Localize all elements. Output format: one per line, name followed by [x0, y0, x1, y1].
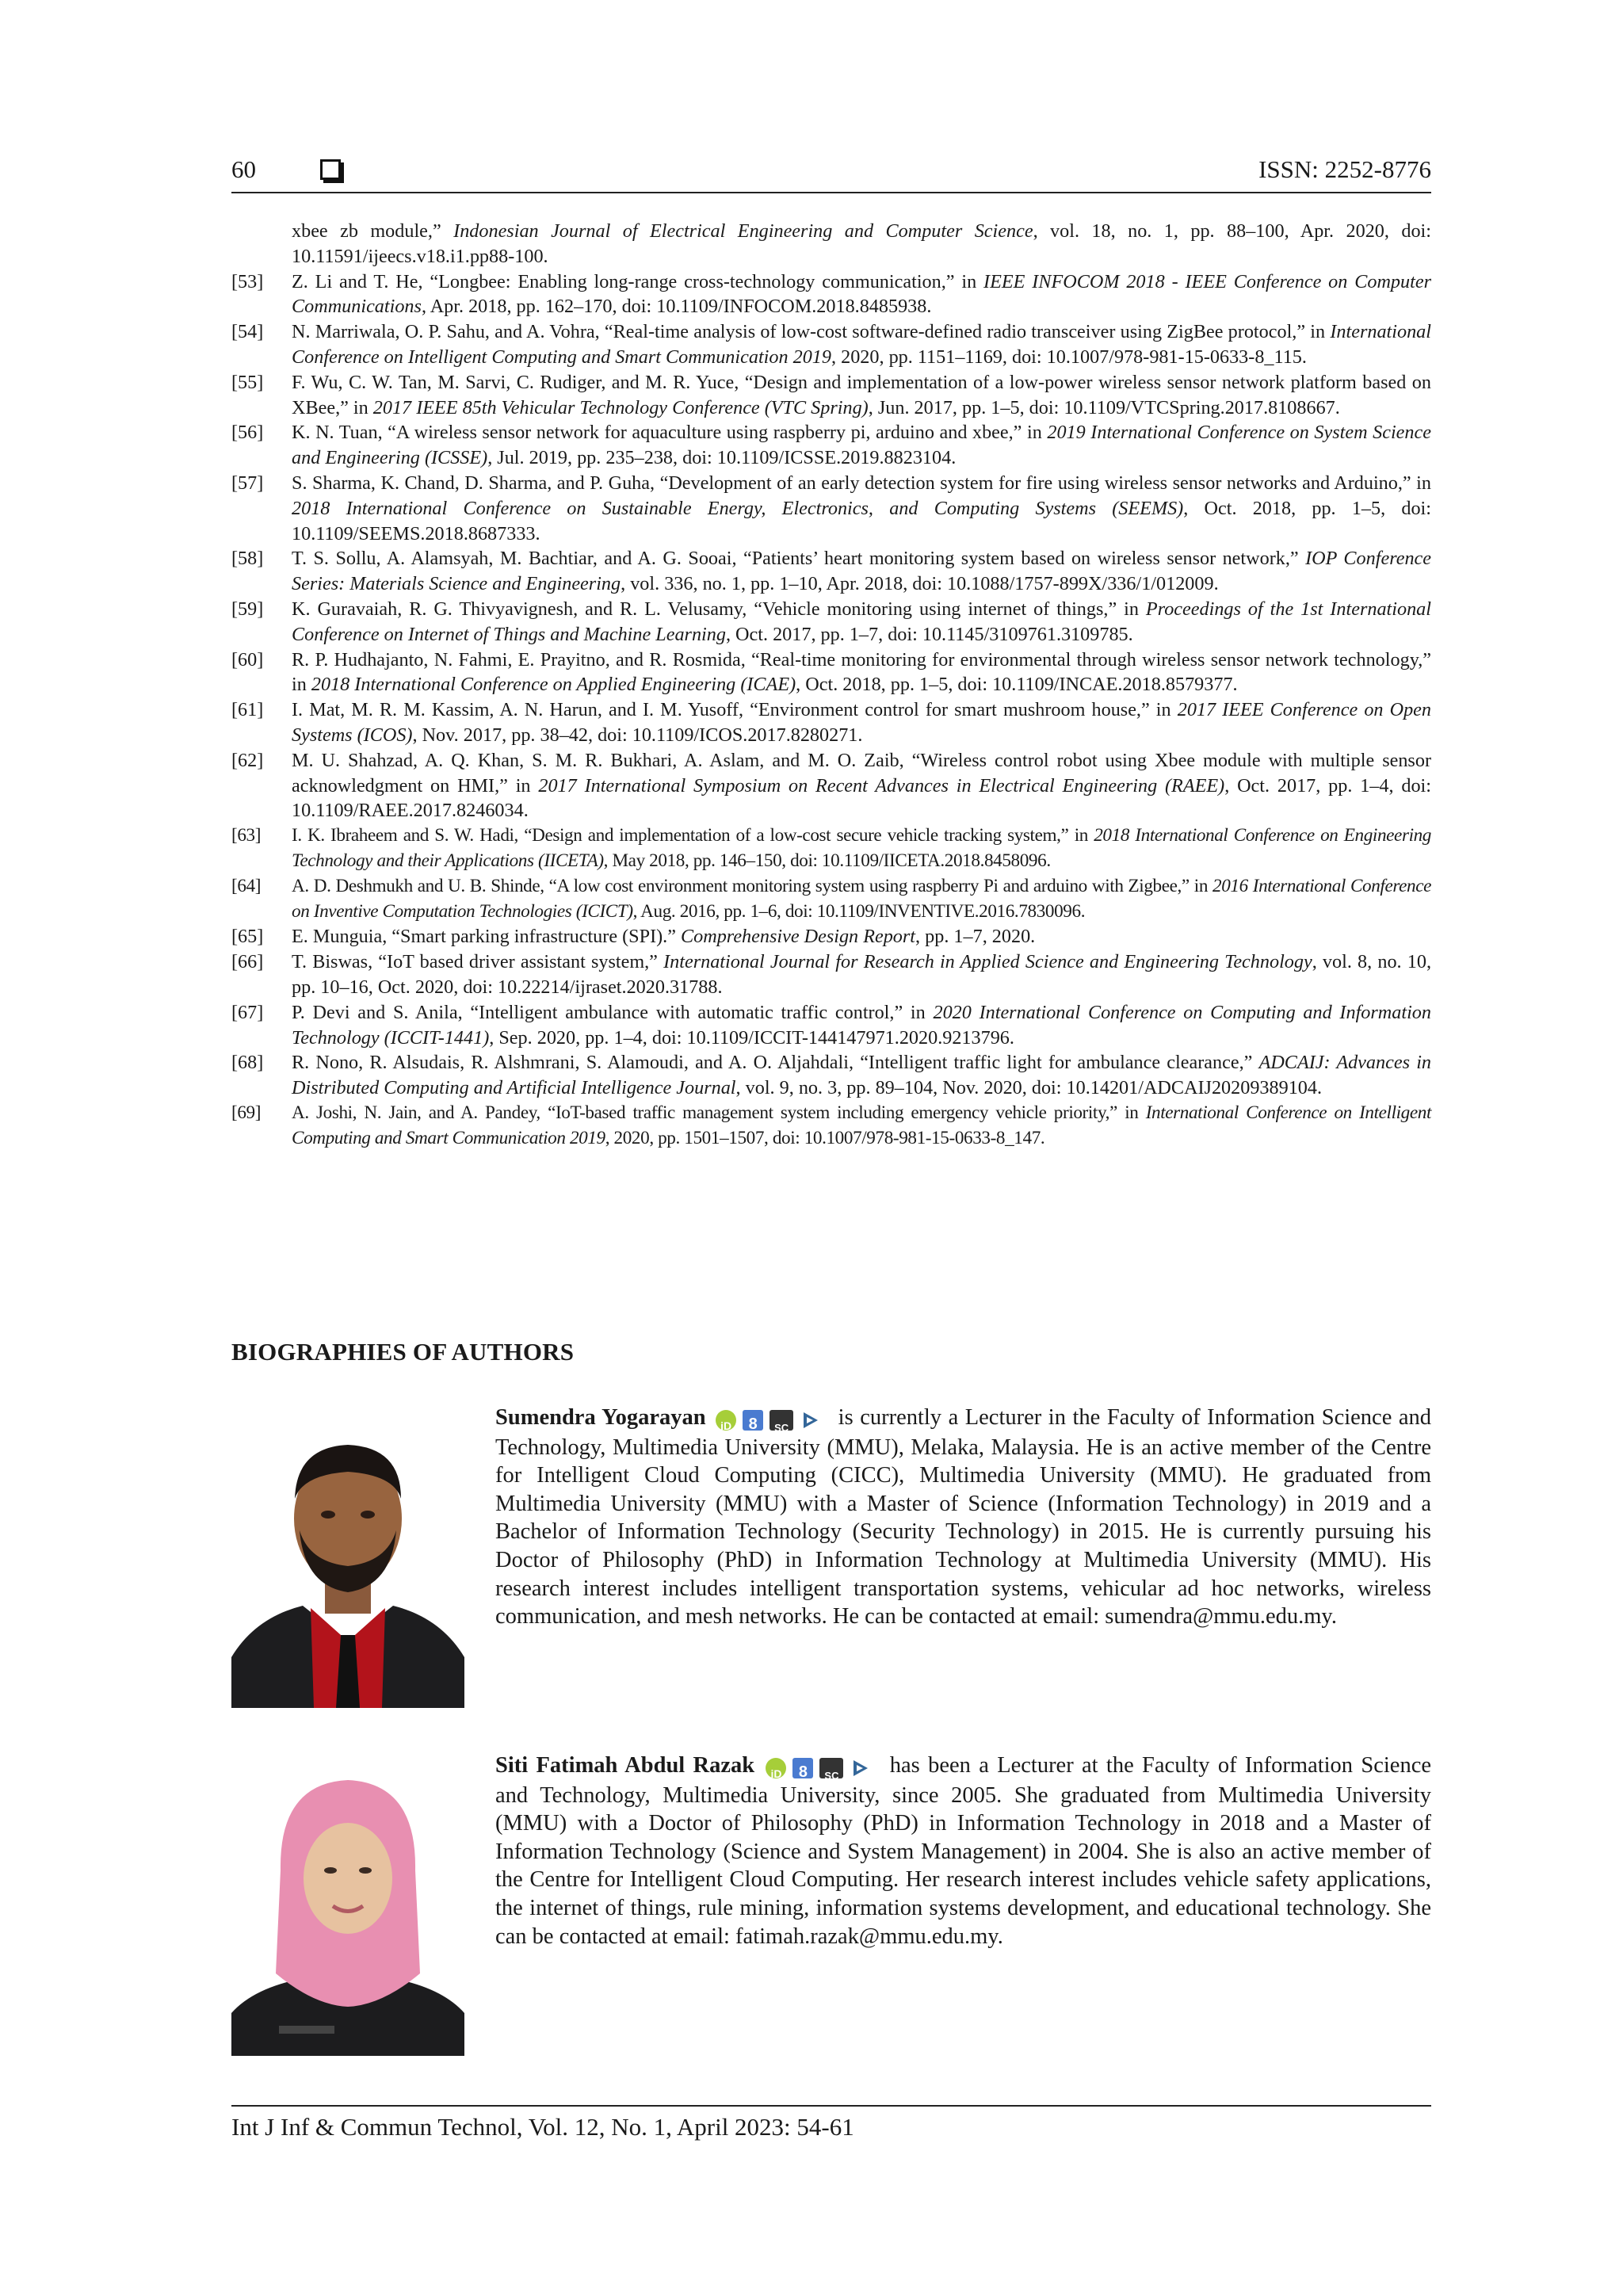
reference-item: [231, 748, 1431, 823]
page-number: 60: [231, 155, 256, 183]
reference-number: [55]: [231, 371, 264, 393]
reference-text: M. U. Shahzad, A. Q. Khan, S. M. R. Bukhari, A. Aslam, and M. O. Zaib, “Wireless control robot using Xbee module with multiple sensor acknowledgment on HMI,” in 2017 International Symposium on Recent Advances in Electrical Engineering (RAEE), Oct. 2017, pp. 1–4, doi: 10.1109/RAEE.2017.8246034.: [292, 749, 1431, 822]
reference-number: [65]: [231, 926, 264, 948]
reference-number: [60]: [231, 648, 264, 670]
reference-item: [231, 648, 1431, 698]
reference-number: [58]: [231, 548, 264, 570]
reference-list: [231, 219, 1431, 1151]
reference-number: [56]: [231, 422, 264, 444]
reference-text: I. K. Ibraheem and S. W. Hadi, “Design and implementation of a low-cost secure vehicle tracking system,” in 2018 International Conference on Engineering Technology and their Applications (IICETA), May 2018, pp. 146–150, doi: 10.1109/IICETA.2018.8458096.: [292, 825, 1431, 871]
profile-badges: [766, 1753, 876, 1782]
page-header: [231, 155, 1431, 190]
reference-item: [231, 874, 1431, 925]
google-scholar-icon[interactable]: [792, 1758, 813, 1778]
author-name: Siti Fatimah Abdul Razak: [495, 1753, 755, 1778]
orcid-icon[interactable]: [766, 1758, 786, 1778]
reference-text: T. S. Sollu, A. Alamsyah, M. Bachtiar, and A. G. Sooai, “Patients’ heart monitoring system based on wireless sensor network,” IOP Conference Series: Materials Science and Engineering, vol. 336, no. 1, pp. 1–10, Apr. 2018, doi: 10.1088/1757-899X/336/1/012009.: [292, 548, 1432, 595]
footer-rule: [231, 2105, 1431, 2107]
reference-item: [231, 546, 1431, 597]
reference-item: [231, 697, 1431, 748]
reference-text: Z. Li and T. He, “Longbee: Enabling long-range cross-technology communication,” in IEEE INFOCOM 2018 - IEEE Conference on Computer Communications, Apr. 2018, pp. 162–170, doi: 10.1109/INFOCOM.2018.8485938.: [292, 270, 1431, 318]
reference-number: [57]: [231, 472, 264, 494]
profile-badges: [716, 1405, 827, 1434]
scopus-icon[interactable]: [769, 1410, 793, 1431]
header-rule: [231, 192, 1431, 193]
reference-number: [61]: [231, 699, 264, 721]
google-scholar-icon[interactable]: [743, 1410, 763, 1431]
reference-item: [231, 219, 1431, 269]
reference-text: K. N. Tuan, “A wireless sensor network for aquaculture using raspberry pi, arduino and xbee,” in 2019 International Conference on System Science and Engineering (ICSSE), Jul. 2019, pp. 235–238, doi: 10.1109/ICSSE.2019.8823104.: [292, 422, 1431, 469]
author-name: Sumendra Yogarayan: [495, 1405, 706, 1430]
reference-text: R. P. Hudhajanto, N. Fahmi, E. Prayitno, and R. Rosmida, “Real-time monitoring for environmental through wireless sensor network technology,” in 2018 International Conference on Applied Engineering (ICAE), Oct. 2018, pp. 1–5, doi: 10.1109/INCAE.2018.8579377.: [292, 648, 1431, 696]
reference-number: [67]: [231, 1001, 264, 1023]
publons-icon[interactable]: [850, 1758, 870, 1778]
reference-number: [53]: [231, 270, 264, 292]
reference-text: R. Nono, R. Alsudais, R. Alshmrani, S. Alamoudi, and A. O. Aljahdali, “Intelligent traffic light for ambulance clearance,” ADCAIJ: Advances in Distributed Computing and Artificial Intelligence Journal, vol. 9, no. 3, pp. 89–104, Nov. 2020, doi: 10.14201/ADCAIJ20209389104.: [292, 1052, 1432, 1099]
reference-text: E. Munguia, “Smart parking infrastructure (SPI).” Comprehensive Design Report, pp. 1–7, 2020.: [292, 926, 1036, 948]
reference-text: S. Sharma, K. Chand, D. Sharma, and P. Guha, “Development of an early detection system for fire using wireless sensor networks and Arduino,” in 2018 International Conference on Sustainable Energy, Electronics, and Computing Systems (SEEMS), Oct. 2018, pp. 1–5, doi: 10.1109/SEEMS.2018.8687333.: [292, 472, 1431, 544]
reference-item: [231, 420, 1431, 471]
reference-item: [231, 924, 1431, 949]
author-description: has been a Lecturer at the Faculty of Information Science and Technology, Multimedia University, since 2005. She graduated from Multimedia University (MMU) with a Doctor of Philosophy (PhD) in Information Technology in 2018 and a Master of Information Technology (Science and System Management) in 2004. She is also an active member of the Centre for Intelligent Cloud Computing. Her research interest includes vehicle safety applications, the internet of things, rule mining, information systems development, and educational technology. She can be contacted at email: fatimah.razak@mmu.edu.my.: [495, 1753, 1431, 1949]
reference-text: I. Mat, M. R. M. Kassim, A. N. Harun, and I. M. Yusoff, “Environment control for smart mushroom house,” in 2017 IEEE Conference on Open Systems (ICOS), Nov. 2017, pp. 38–42, doi: 10.1109/ICOS.2017.8280271.: [292, 699, 1431, 746]
reference-number: [68]: [231, 1052, 264, 1074]
reference-text: A. Joshi, N. Jain, and A. Pandey, “IoT-based traffic management system including emergency vehicle priority,” in International Conference on Intelligent Computing and Smart Communication 2019, 2020, pp. 1501–1507, doi: 10.1007/978-981-15-0633-8_147.: [292, 1102, 1431, 1148]
square-bullet-icon: [320, 159, 341, 180]
reference-item: [231, 823, 1431, 874]
author-photo: [231, 1404, 464, 1708]
reference-item: [231, 597, 1431, 648]
reference-text: T. Biswas, “IoT based driver assistant system,” International Journal for Research in Applied Science and Engineering Technology, vol. 8, no. 10, pp. 10–16, Oct. 2020, doi: 10.22214/ijraset.2020.31788.: [292, 951, 1431, 998]
footer-citation: Int J Inf & Commun Technol, Vol. 12, No. 1, April 2023: 54-61: [231, 2113, 854, 2141]
reference-text: K. Guravaiah, R. G. Thivyavignesh, and R. L. Velusamy, “Vehicle monitoring using internet of things,” in Proceedings of the 1st International Conference on Internet of Things and Machine Learning, Oct. 2017, pp. 1–7, doi: 10.1145/3109761.3109785.: [292, 598, 1431, 645]
reference-item: [231, 269, 1431, 320]
author-photo: [231, 1752, 464, 2056]
reference-number: [69]: [231, 1102, 262, 1123]
reference-item: [231, 471, 1431, 546]
reference-item: [231, 1000, 1431, 1051]
reference-number: [59]: [231, 598, 264, 620]
reference-number: [63]: [231, 825, 262, 846]
author-bio-text: [495, 1752, 1431, 1950]
reference-item: [231, 949, 1431, 1000]
orcid-icon[interactable]: [716, 1410, 736, 1431]
reference-text: xbee zb module,” Indonesian Journal of Electrical Engineering and Computer Science, vol. 18, no. 1, pp. 88–100, Apr. 2020, doi: 10.11591/ijeecs.v18.i1.pp88-100.: [292, 220, 1431, 267]
issn-label: ISSN: 2252-8776: [1258, 155, 1431, 183]
reference-number: [66]: [231, 951, 264, 973]
author-description: is currently a Lecturer in the Faculty of Information Science and Technology, Multimedia University (MMU), Melaka, Malaysia. He is an active member of the Centre for Intelligent Cloud Computing (CICC), Multimedia University (MMU). He graduated from Multimedia University (MMU) with a Master of Science (Information Technology) in 2019 and a Bachelor of Information Technology (Security Technology) in 2015. He is currently pursuing his Doctor of Philosophy (PhD) in Information Technology at Multimedia University (MMU). His research interest includes intelligent transportation systems, vehicular ad hoc networks, wireless communication, and mesh networks. He can be contacted at email: sumendra@mmu.edu.my.: [495, 1405, 1432, 1629]
biographies-heading: BIOGRAPHIES OF AUTHORS: [231, 1338, 575, 1366]
reference-item: [231, 370, 1431, 421]
reference-number: [54]: [231, 321, 264, 343]
reference-number: [62]: [231, 749, 264, 771]
publons-icon[interactable]: [800, 1410, 820, 1431]
reference-text: N. Marriwala, O. P. Sahu, and A. Vohra, “Real-time analysis of low-cost software-defined radio transceiver using ZigBee protocol,” in International Conference on Intelligent Computing and Smart Communication 2019, 2020, pp. 1151–1169, doi: 10.1007/978-981-15-0633-8_115.: [292, 321, 1431, 368]
author-bio-text: [495, 1404, 1431, 1631]
scopus-icon[interactable]: [819, 1758, 843, 1778]
reference-text: A. D. Deshmukh and U. B. Shinde, “A low cost environment monitoring system using raspberry Pi and arduino with Zigbee,” in 2016 International Conference on Inventive Computation Technologies (ICICT), Aug. 2016, pp. 1–6, doi: 10.1109/INVENTIVE.2016.7830096.: [292, 875, 1431, 922]
reference-number: [64]: [231, 875, 262, 896]
reference-item: [231, 1101, 1431, 1152]
reference-text: P. Devi and S. Anila, “Intelligent ambulance with automatic traffic control,” in 2020 International Conference on Computing and Information Technology (ICCIT-1441), Sep. 2020, pp. 1–4, doi: 10.1109/ICCIT-144147971.2020.9213796.: [292, 1001, 1431, 1049]
reference-item: [231, 1050, 1431, 1101]
reference-text: F. Wu, C. W. Tan, M. Sarvi, C. Rudiger, and M. R. Yuce, “Design and implementation of a low-power wireless sensor network platform based on XBee,” in 2017 IEEE 85th Vehicular Technology Conference (VTC Spring), Jun. 2017, pp. 1–5, doi: 10.1109/VTCSpring.2017.8108667.: [292, 371, 1431, 418]
reference-item: [231, 319, 1431, 370]
